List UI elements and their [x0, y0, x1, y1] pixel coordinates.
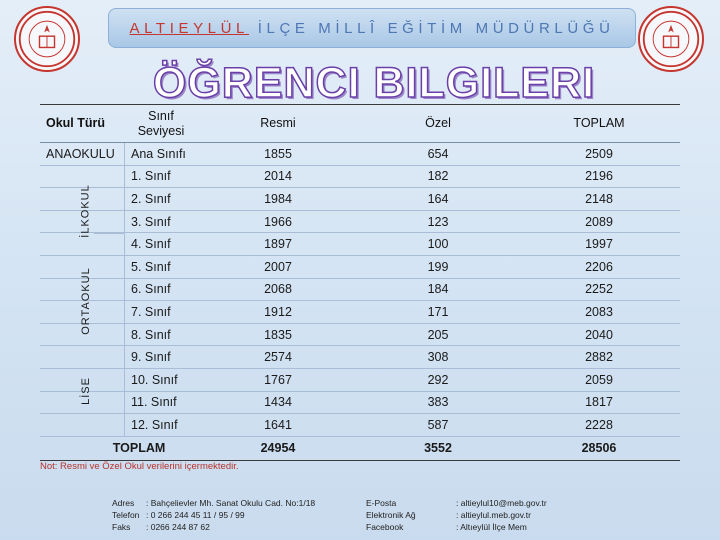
sinif-cell: 5. Sınıf — [124, 256, 198, 278]
facebook-label: Facebook — [366, 522, 404, 532]
seal-icon — [640, 8, 702, 70]
adres-label: Adres — [112, 498, 135, 508]
table-row — [40, 414, 680, 437]
table-row — [40, 188, 680, 211]
resmi-cell: 2014 — [264, 169, 292, 184]
totals-ozel: 3552 — [424, 441, 452, 456]
table-row — [40, 211, 680, 234]
sinif-cell: 7. Sınıf — [124, 301, 198, 323]
resmi-cell: 1835 — [264, 327, 292, 342]
ozel-cell: 182 — [427, 169, 449, 184]
ozel-cell: 205 — [427, 327, 449, 342]
sinif-cell: 6. Sınıf — [124, 279, 198, 301]
table-row — [40, 346, 680, 369]
resmi-cell: 2574 — [264, 350, 292, 365]
adres-value: : Bahçelievler Mh. Sanat Okulu Cad. No:1/18 — [146, 498, 316, 508]
meb-logo-left — [14, 6, 80, 72]
table-row — [40, 392, 680, 415]
toplam-cell: 2252 — [585, 282, 613, 297]
faks-label: Faks — [112, 522, 131, 532]
toplam-cell: 1817 — [585, 395, 613, 410]
ozel-cell: 199 — [427, 259, 449, 274]
totals-row — [40, 437, 680, 461]
web-value: : altieylul.meb.gov.tr — [456, 510, 531, 520]
group-lise-label: LİSE — [80, 377, 93, 405]
faks-value: : 0266 244 87 62 — [146, 522, 210, 532]
directorate-banner — [108, 8, 636, 48]
header-sinif-line1: Sınıf — [148, 108, 174, 123]
table-row — [40, 324, 680, 347]
header-ozel: Özel — [425, 116, 451, 130]
ozel-cell: 100 — [427, 237, 449, 252]
table-row — [40, 256, 680, 279]
contact-address-block — [112, 497, 315, 533]
resmi-cell: 2068 — [264, 282, 292, 297]
resmi-cell: 1912 — [264, 304, 292, 319]
sinif-cell: 9. Sınıf — [124, 346, 198, 368]
totals-label: TOPLAM — [112, 441, 166, 456]
table-row — [40, 301, 680, 324]
resmi-cell: 1984 — [264, 191, 292, 206]
toplam-cell: 2196 — [585, 169, 613, 184]
sinif-cell: 8. Sınıf — [124, 324, 198, 346]
ozel-cell: 308 — [427, 350, 449, 365]
table-header — [40, 105, 680, 143]
resmi-cell: 1641 — [264, 417, 292, 432]
ozel-cell: 292 — [427, 372, 449, 387]
sinif-cell: 3. Sınıf — [124, 211, 198, 233]
table-row — [40, 279, 680, 302]
resmi-cell: 2007 — [264, 259, 292, 274]
toplam-cell: 2059 — [585, 372, 613, 387]
ozel-cell: 123 — [427, 214, 449, 229]
table-body — [40, 143, 680, 437]
sinif-cell: 4. Sınıf — [124, 233, 198, 255]
ozel-cell: 587 — [427, 417, 449, 432]
sinif-cell: 11. Sınıf — [124, 392, 198, 414]
resmi-cell: 1966 — [264, 214, 292, 229]
resmi-cell: 1767 — [264, 372, 292, 387]
header-sinif-line2: Seviyesi — [137, 123, 185, 138]
web-label: Elektronik Ağ — [366, 510, 416, 520]
toplam-cell: 2228 — [585, 417, 613, 432]
contact-online-block — [366, 497, 547, 533]
ozel-cell: 654 — [427, 146, 449, 161]
sinif-cell: Ana Sınıfı — [124, 143, 198, 165]
header-resmi: Resmi — [260, 116, 296, 130]
group-ilkokul-label: İLKOKUL — [80, 184, 92, 238]
group-anaokulu: ANAOKULU — [46, 146, 115, 161]
group-divider — [94, 233, 124, 234]
resmi-cell: 1434 — [264, 395, 292, 410]
page-title: ÖĞRENCI BILGILERI — [152, 59, 596, 107]
telefon-label: Telefon — [112, 510, 140, 520]
toplam-cell: 2083 — [585, 304, 613, 319]
group-ilkokul — [78, 166, 94, 256]
table-row — [40, 233, 680, 256]
ozel-cell: 171 — [427, 304, 449, 319]
banner-accent: ALTIEYLÜL — [129, 19, 249, 37]
toplam-cell: 1997 — [585, 237, 613, 252]
student-table — [40, 104, 680, 461]
telefon-value: : 0 266 244 45 11 / 95 / 99 — [146, 510, 245, 520]
eposta-label: E-Posta — [366, 498, 397, 508]
header-sinif-seviyesi — [124, 105, 198, 142]
header-toplam: TOPLAM — [573, 116, 625, 130]
resmi-cell: 1897 — [264, 237, 292, 252]
toplam-cell: 2089 — [585, 214, 613, 229]
group-ortaokul-label: ORTAOKUL — [80, 267, 92, 335]
sinif-cell: 1. Sınıf — [124, 166, 198, 188]
banner-text: İLÇE MİLLÎ EĞİTİM MÜDÜRLÜĞÜ — [249, 19, 615, 37]
sinif-cell: 10. Sınıf — [124, 369, 198, 391]
toplam-cell: 2040 — [585, 327, 613, 342]
sinif-cell: 12. Sınıf — [124, 414, 198, 436]
group-ortaokul — [78, 256, 94, 346]
totals-toplam: 28506 — [581, 441, 617, 456]
footnote: Not: Resmi ve Özel Okul verilerini içermektedir. — [40, 461, 239, 472]
eposta-value: : altieylul10@meb.gov.tr — [456, 498, 547, 508]
ozel-cell: 164 — [427, 191, 449, 206]
toplam-cell: 2148 — [585, 191, 613, 206]
seal-icon — [16, 8, 78, 70]
table-row — [40, 369, 680, 392]
totals-resmi: 24954 — [260, 441, 296, 456]
sinif-cell: 2. Sınıf — [124, 188, 198, 210]
table-row — [40, 166, 680, 189]
header-okul-turu: Okul Türü — [46, 116, 106, 130]
table-row — [40, 143, 680, 166]
ozel-cell: 184 — [427, 282, 449, 297]
toplam-cell: 2206 — [585, 259, 613, 274]
group-lise — [78, 346, 94, 436]
ozel-cell: 383 — [427, 395, 449, 410]
facebook-value: : Altıeylül İlçe Mem — [456, 522, 527, 532]
group-divider — [94, 323, 124, 324]
toplam-cell: 2882 — [585, 350, 613, 365]
toplam-cell: 2509 — [585, 146, 613, 161]
resmi-cell: 1855 — [264, 146, 292, 161]
